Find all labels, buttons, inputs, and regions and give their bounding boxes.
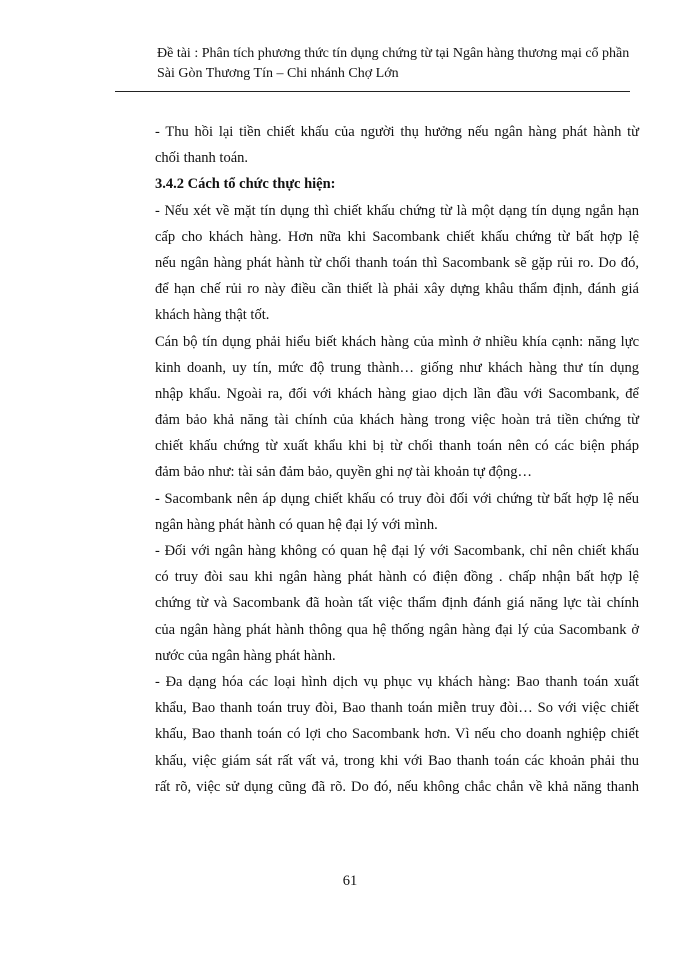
text-line: kinh doanh, uy tín, mức độ trung thành… giống như khách hàng thư tín dụng — [155, 359, 639, 376]
text-line: nhập khẩu. Ngoài ra, đối với khách hàng giao dịch lần đầu với Sacombank, để — [155, 385, 639, 402]
page-number: 61 — [342, 873, 358, 889]
text-line: của ngân hàng phát hành thông qua hệ thống ngân hàng đại lý của Sacombank ở — [155, 621, 639, 638]
text-line: - Sacombank nên áp dụng chiết khấu có truy đòi đối với chứng từ bất hợp lệ nếu — [155, 490, 639, 507]
text-line: đảm bảo khả năng tài chính của khách hàng trong việc hoàn trả tiền chứng từ — [155, 412, 639, 429]
page-body — [155, 119, 639, 800]
text-line: - Nếu xét về mặt tín dụng thì chiết khấu chứng từ là một dạng tín dụng ngắn hạn — [155, 202, 639, 219]
text-line: chối thanh toán. — [155, 150, 249, 167]
text-line: cấp cho khách hàng. Hơn nữa khi Sacombank chiết khấu chứng từ bất hợp lệ — [155, 228, 639, 245]
header-title-line-2: Sài Gòn Thương Tín – Chi nhánh Chợ Lớn — [157, 66, 399, 81]
text-line: để hạn chế rủi ro này điều cần thiết là phải xây dựng khâu thẩm định, đánh giá — [155, 281, 639, 298]
text-line: khẩu, Bao thanh toán truy đòi, Bao thanh toán miễn truy đòi… So với việc chiết — [155, 700, 639, 717]
text-line: - Đa dạng hóa các loại hình dịch vụ phục vụ khách hàng: Bao thanh toán xuất — [155, 673, 639, 690]
text-line: khấu, việc giám sát rất vất vả, trong khi với Bao thanh toán các khoản phải thu — [155, 752, 639, 769]
text-line: có truy đòi sau khi ngân hàng phát hành có điện đồng . chấp nhận bất hợp lệ — [155, 569, 639, 586]
header-divider — [115, 91, 630, 92]
section-heading: 3.4.2 Cách tổ chức thực hiện: — [155, 176, 336, 193]
text-line: đảm bảo như: tài sản đảm bảo, quyền ghi nợ tài khoản tự động… — [155, 464, 532, 481]
text-line: khấu, Bao thanh toán có lợi cho Sacombank hơn. Vì nếu cho doanh nghiệp chiết — [155, 726, 639, 743]
text-line: rất rõ, việc sử dụng cũng đã rõ. Do đó, nếu không chắc chắn về khả năng thanh — [155, 778, 639, 795]
text-line: nếu ngân hàng phát hành từ chối thanh toán thì Sacombank sẽ gặp rủi ro. Do đó, — [155, 254, 639, 271]
header-title-line-1: Đề tài : Phân tích phương thức tín dụng chứng từ tại Ngân hàng thương mại cổ phần — [157, 46, 630, 61]
text-line: - Thu hồi lại tiền chiết khấu của người thụ hưởng nếu ngân hàng phát hành từ — [155, 124, 639, 140]
text-line: - Đối với ngân hàng không có quan hệ đại lý với Sacombank, chỉ nên chiết khấu — [155, 543, 639, 559]
text-line: ngân hàng phát hành có quan hệ đại lý với mình. — [155, 516, 438, 533]
text-line: Cán bộ tín dụng phải hiểu biết khách hàng của mình ở nhiều khía cạnh: năng lực — [155, 333, 639, 350]
text-line: nước của ngân hàng phát hành. — [155, 647, 336, 664]
text-line: chứng từ và Sacombank đã hoàn tất việc thẩm định đánh giá năng lực tài chính — [155, 595, 639, 612]
text-line: khách hàng thật tốt. — [155, 307, 270, 324]
text-line: chiết khấu chứng từ xuất khẩu khi bị từ chối thanh toán nên có các biện pháp — [155, 438, 639, 455]
page-header — [157, 44, 630, 84]
